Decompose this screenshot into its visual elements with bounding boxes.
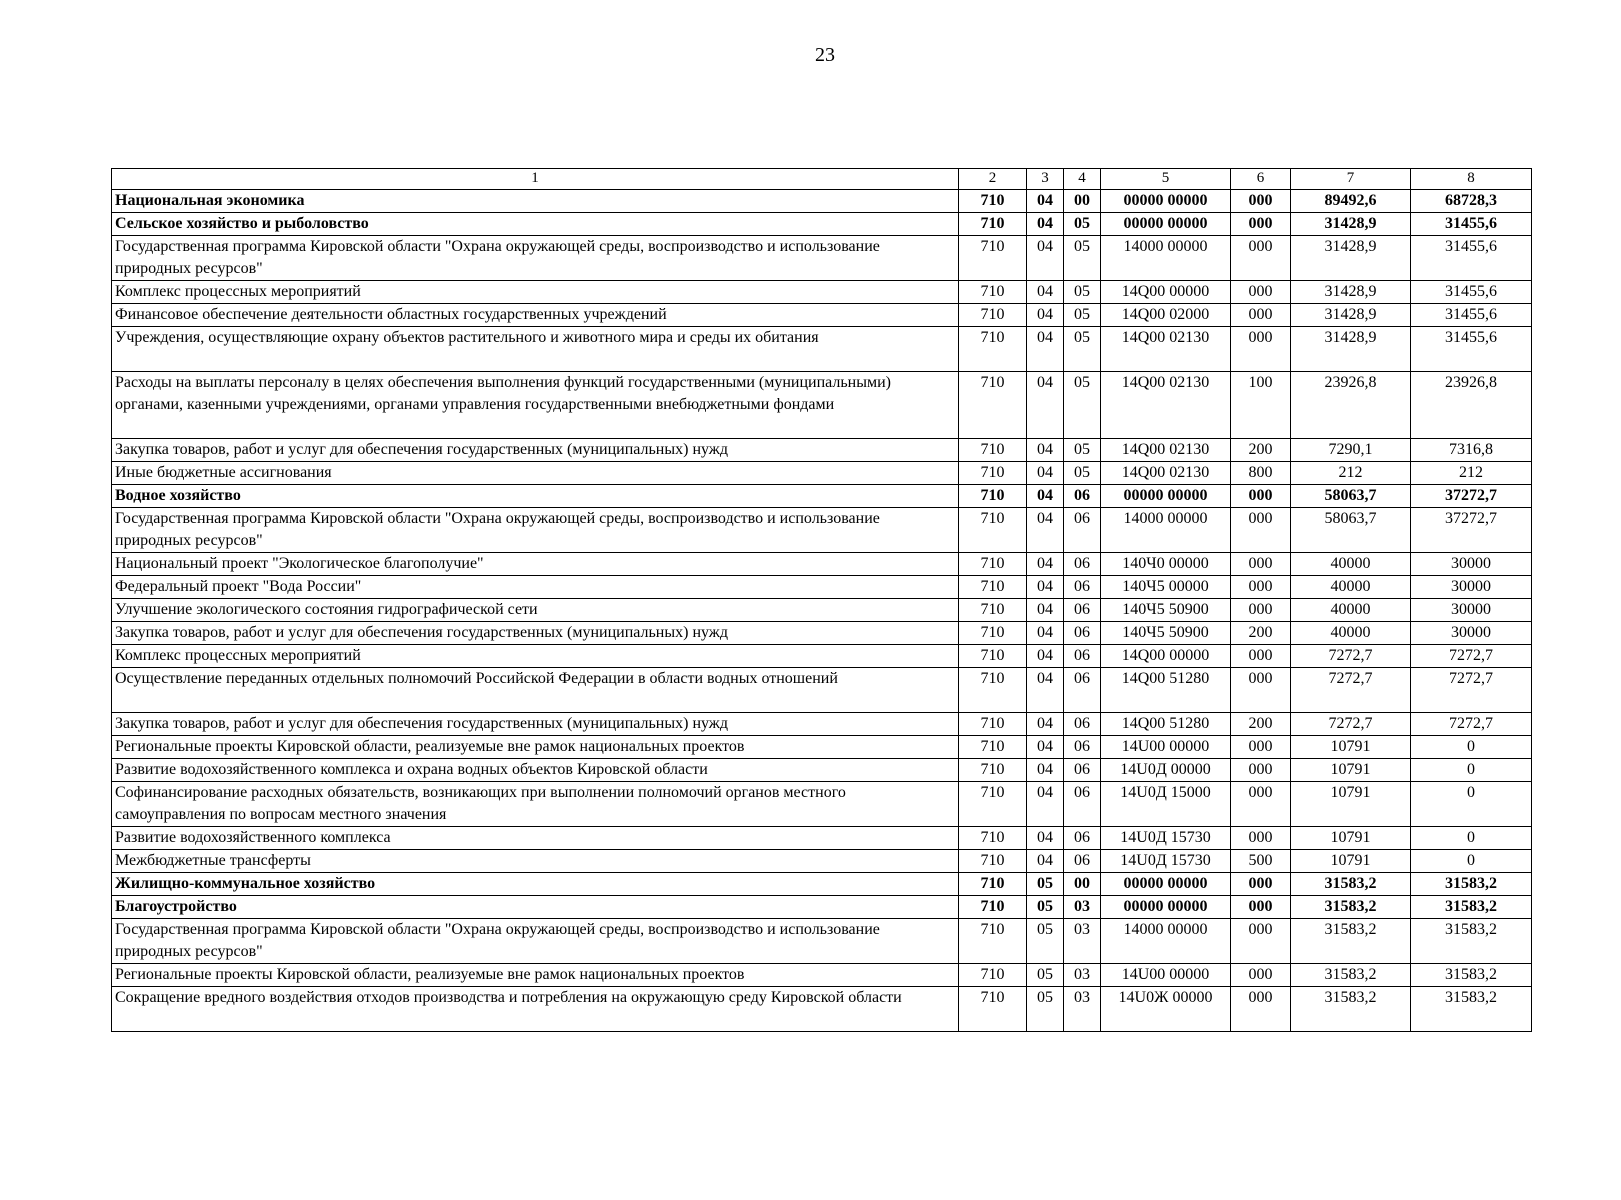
table-cell: 14000 00000 — [1101, 508, 1231, 553]
table-cell: 31455,6 — [1411, 327, 1532, 372]
table-cell-name: Региональные проекты Кировской области, реализуемые вне рамок национальных проектов — [112, 964, 959, 987]
table-cell: 58063,7 — [1291, 485, 1411, 508]
table-cell: 14U0Д 15730 — [1101, 827, 1231, 850]
table-cell: 00 — [1064, 873, 1101, 896]
column-header: 8 — [1411, 169, 1532, 190]
table-cell: 14Q00 02000 — [1101, 304, 1231, 327]
table-cell: 0 — [1411, 850, 1532, 873]
table-cell: 04 — [1027, 281, 1064, 304]
column-header: 1 — [112, 169, 959, 190]
table-cell: 58063,7 — [1291, 508, 1411, 553]
table-cell: 710 — [959, 622, 1027, 645]
table-cell: 00000 00000 — [1101, 485, 1231, 508]
header-row — [112, 169, 1532, 190]
table-row — [112, 759, 1532, 782]
table-cell: 710 — [959, 327, 1027, 372]
table-row — [112, 873, 1532, 896]
table-cell: 04 — [1027, 827, 1064, 850]
table-cell: 04 — [1027, 508, 1064, 553]
table-row — [112, 327, 1532, 372]
column-header: 3 — [1027, 169, 1064, 190]
table-cell: 14U0Ж 00000 — [1101, 987, 1231, 1032]
table-cell: 04 — [1027, 213, 1064, 236]
table-cell-name: Софинансирование расходных обязательств, возникающих при выполнении полномочий органов местного самоуправления по вопросам местного значения — [112, 782, 959, 827]
table-cell-name: Улучшение экологического состояния гидрографической сети — [112, 599, 959, 622]
table-cell: 05 — [1064, 327, 1101, 372]
table-row — [112, 599, 1532, 622]
table-cell: 710 — [959, 599, 1027, 622]
table-cell: 710 — [959, 304, 1027, 327]
table-cell: 710 — [959, 896, 1027, 919]
table-cell: 7272,7 — [1291, 645, 1411, 668]
table-cell: 06 — [1064, 508, 1101, 553]
table-cell: 000 — [1231, 919, 1291, 964]
table-cell: 140Ч5 00000 — [1101, 576, 1231, 599]
table-cell: 31455,6 — [1411, 281, 1532, 304]
table-cell: 710 — [959, 576, 1027, 599]
table-cell: 7272,7 — [1411, 645, 1532, 668]
table-cell-name: Водное хозяйство — [112, 485, 959, 508]
table-cell: 31428,9 — [1291, 213, 1411, 236]
table-cell: 7272,7 — [1411, 713, 1532, 736]
table-cell: 04 — [1027, 462, 1064, 485]
table-cell: 00 — [1064, 190, 1101, 213]
table-cell: 31583,2 — [1291, 896, 1411, 919]
table-cell: 31583,2 — [1291, 919, 1411, 964]
table-cell: 14000 00000 — [1101, 236, 1231, 281]
table-cell: 31428,9 — [1291, 236, 1411, 281]
table-cell: 0 — [1411, 736, 1532, 759]
table-cell: 000 — [1231, 759, 1291, 782]
table-cell: 14Q00 51280 — [1101, 668, 1231, 713]
table-cell: 05 — [1027, 873, 1064, 896]
table-cell: 200 — [1231, 439, 1291, 462]
table-cell: 30000 — [1411, 622, 1532, 645]
table-cell: 06 — [1064, 850, 1101, 873]
table-cell: 04 — [1027, 622, 1064, 645]
table-cell-name: Иные бюджетные ассигнования — [112, 462, 959, 485]
table-cell: 05 — [1027, 896, 1064, 919]
table-cell-name: Сокращение вредного воздействия отходов производства и потребления на окружающую среду Кировской области — [112, 987, 959, 1032]
table-cell: 04 — [1027, 304, 1064, 327]
table-cell: 140Ч0 00000 — [1101, 553, 1231, 576]
table-cell: 05 — [1027, 919, 1064, 964]
column-header: 5 — [1101, 169, 1231, 190]
table-cell: 7290,1 — [1291, 439, 1411, 462]
table-cell: 06 — [1064, 553, 1101, 576]
table-cell-name: Государственная программа Кировской области "Охрана окружающей среды, воспроизводство и использование природных ресурсов" — [112, 508, 959, 553]
table-cell: 31583,2 — [1291, 987, 1411, 1032]
table-cell: 40000 — [1291, 622, 1411, 645]
table-cell: 40000 — [1291, 599, 1411, 622]
table-cell-name: Осуществление переданных отдельных полномочий Российской Федерации в области водных отношений — [112, 668, 959, 713]
table-cell: 000 — [1231, 485, 1291, 508]
table-cell: 500 — [1231, 850, 1291, 873]
column-header: 7 — [1291, 169, 1411, 190]
table-cell: 000 — [1231, 827, 1291, 850]
table-cell: 000 — [1231, 304, 1291, 327]
table-cell: 000 — [1231, 508, 1291, 553]
table-cell-name: Закупка товаров, работ и услуг для обеспечения государственных (муниципальных) нужд — [112, 439, 959, 462]
table-cell: 0 — [1411, 827, 1532, 850]
table-cell-name: Закупка товаров, работ и услуг для обеспечения государственных (муниципальных) нужд — [112, 622, 959, 645]
table-cell: 06 — [1064, 713, 1101, 736]
table-cell: 10791 — [1291, 782, 1411, 827]
table-cell: 710 — [959, 213, 1027, 236]
table-cell: 710 — [959, 850, 1027, 873]
table-cell: 200 — [1231, 622, 1291, 645]
table-cell-name: Региональные проекты Кировской области, реализуемые вне рамок национальных проектов — [112, 736, 959, 759]
table-cell: 04 — [1027, 236, 1064, 281]
table-row — [112, 919, 1532, 964]
table-cell: 30000 — [1411, 599, 1532, 622]
table-cell: 710 — [959, 919, 1027, 964]
table-cell: 200 — [1231, 713, 1291, 736]
table-cell: 40000 — [1291, 553, 1411, 576]
table-cell-name: Национальный проект "Экологическое благополучие" — [112, 553, 959, 576]
table-cell: 7272,7 — [1291, 713, 1411, 736]
table-row — [112, 987, 1532, 1032]
table-cell: 05 — [1064, 281, 1101, 304]
table-cell: 06 — [1064, 736, 1101, 759]
table-cell: 10791 — [1291, 827, 1411, 850]
table-cell: 710 — [959, 964, 1027, 987]
table-cell: 710 — [959, 873, 1027, 896]
table-cell: 06 — [1064, 668, 1101, 713]
table-cell: 31455,6 — [1411, 236, 1532, 281]
table-cell: 000 — [1231, 873, 1291, 896]
table-cell: 05 — [1064, 236, 1101, 281]
table-cell: 31428,9 — [1291, 327, 1411, 372]
table-cell: 7272,7 — [1411, 668, 1532, 713]
table-cell-name: Сельское хозяйство и рыболовство — [112, 213, 959, 236]
table-row — [112, 281, 1532, 304]
table-cell: 000 — [1231, 668, 1291, 713]
table-cell: 05 — [1064, 462, 1101, 485]
table-cell: 710 — [959, 645, 1027, 668]
table-body — [112, 190, 1532, 1032]
table-cell: 04 — [1027, 599, 1064, 622]
table-cell: 710 — [959, 372, 1027, 439]
table-row — [112, 372, 1532, 439]
table-cell: 00000 00000 — [1101, 190, 1231, 213]
table-cell: 31583,2 — [1411, 919, 1532, 964]
table-row — [112, 736, 1532, 759]
table-cell: 04 — [1027, 327, 1064, 372]
table-cell: 05 — [1064, 213, 1101, 236]
table-cell: 31455,6 — [1411, 213, 1532, 236]
table-cell: 04 — [1027, 553, 1064, 576]
table-cell: 04 — [1027, 736, 1064, 759]
table-cell-name: Развитие водохозяйственного комплекса и охрана водных объектов Кировской области — [112, 759, 959, 782]
table-cell: 14U0Д 15000 — [1101, 782, 1231, 827]
table-row — [112, 964, 1532, 987]
table-cell: 37272,7 — [1411, 485, 1532, 508]
table-cell: 06 — [1064, 599, 1101, 622]
table-cell: 710 — [959, 553, 1027, 576]
table-cell: 710 — [959, 439, 1027, 462]
table-cell: 10791 — [1291, 850, 1411, 873]
table-cell: 03 — [1064, 964, 1101, 987]
table-cell-name: Учреждения, осуществляющие охрану объектов растительного и животного мира и среды их обитания — [112, 327, 959, 372]
table-cell: 10791 — [1291, 759, 1411, 782]
table-cell: 37272,7 — [1411, 508, 1532, 553]
table-cell: 04 — [1027, 439, 1064, 462]
table-cell: 000 — [1231, 236, 1291, 281]
column-header: 6 — [1231, 169, 1291, 190]
table-cell: 05 — [1064, 439, 1101, 462]
table-cell: 000 — [1231, 190, 1291, 213]
table-row — [112, 508, 1532, 553]
table-cell: 710 — [959, 508, 1027, 553]
table-cell-name: Государственная программа Кировской области "Охрана окружающей среды, воспроизводство и использование природных ресурсов" — [112, 919, 959, 964]
table-cell: 7316,8 — [1411, 439, 1532, 462]
table-cell: 800 — [1231, 462, 1291, 485]
table-cell: 04 — [1027, 645, 1064, 668]
table-cell: 000 — [1231, 327, 1291, 372]
table-cell: 14U0Д 15730 — [1101, 850, 1231, 873]
table-cell: 04 — [1027, 485, 1064, 508]
table-cell: 14Q00 02130 — [1101, 327, 1231, 372]
table-cell: 000 — [1231, 987, 1291, 1032]
table-cell: 31428,9 — [1291, 304, 1411, 327]
table-row — [112, 896, 1532, 919]
table-cell: 31583,2 — [1411, 964, 1532, 987]
table-row — [112, 782, 1532, 827]
table-cell: 14U00 00000 — [1101, 964, 1231, 987]
table-cell: 05 — [1027, 987, 1064, 1032]
column-header: 4 — [1064, 169, 1101, 190]
table-cell: 212 — [1291, 462, 1411, 485]
table-cell: 00000 00000 — [1101, 896, 1231, 919]
table-cell: 31583,2 — [1411, 987, 1532, 1032]
table-cell: 04 — [1027, 190, 1064, 213]
table-row — [112, 304, 1532, 327]
table-cell-name: Федеральный проект "Вода России" — [112, 576, 959, 599]
table-cell: 14Q00 00000 — [1101, 645, 1231, 668]
table-cell: 14Q00 00000 — [1101, 281, 1231, 304]
table-cell: 30000 — [1411, 553, 1532, 576]
table-cell: 14U00 00000 — [1101, 736, 1231, 759]
table-cell: 04 — [1027, 850, 1064, 873]
table-row — [112, 190, 1532, 213]
table-cell: 31455,6 — [1411, 304, 1532, 327]
table-row — [112, 213, 1532, 236]
table-cell: 100 — [1231, 372, 1291, 439]
table-cell: 710 — [959, 759, 1027, 782]
table-cell: 710 — [959, 462, 1027, 485]
table-cell-name: Развитие водохозяйственного комплекса — [112, 827, 959, 850]
table-cell: 31428,9 — [1291, 281, 1411, 304]
table-cell-name: Жилищно-коммунальное хозяйство — [112, 873, 959, 896]
table-row — [112, 439, 1532, 462]
table-cell: 04 — [1027, 668, 1064, 713]
table-cell-name: Финансовое обеспечение деятельности областных государственных учреждений — [112, 304, 959, 327]
table-cell: 710 — [959, 485, 1027, 508]
table-cell: 31583,2 — [1411, 873, 1532, 896]
table-cell: 68728,3 — [1411, 190, 1532, 213]
table-cell: 06 — [1064, 576, 1101, 599]
table-cell: 03 — [1064, 987, 1101, 1032]
table-cell: 00000 00000 — [1101, 213, 1231, 236]
table-cell: 05 — [1064, 372, 1101, 439]
table-cell: 06 — [1064, 782, 1101, 827]
table-cell: 14Q00 02130 — [1101, 439, 1231, 462]
column-header: 2 — [959, 169, 1027, 190]
table-cell: 710 — [959, 713, 1027, 736]
table-cell: 710 — [959, 236, 1027, 281]
table-cell: 06 — [1064, 622, 1101, 645]
table-cell: 14Q00 02130 — [1101, 372, 1231, 439]
table-cell: 23926,8 — [1291, 372, 1411, 439]
table-cell: 140Ч5 50900 — [1101, 599, 1231, 622]
table-cell: 140Ч5 50900 — [1101, 622, 1231, 645]
table-cell: 04 — [1027, 576, 1064, 599]
table-cell: 03 — [1064, 919, 1101, 964]
table-row — [112, 668, 1532, 713]
table-row — [112, 645, 1532, 668]
table-cell: 23926,8 — [1411, 372, 1532, 439]
page-number: 23 — [815, 44, 835, 66]
table-cell: 40000 — [1291, 576, 1411, 599]
table-cell: 05 — [1027, 964, 1064, 987]
table-cell-name: Государственная программа Кировской области "Охрана окружающей среды, воспроизводство и использование природных ресурсов" — [112, 236, 959, 281]
table-cell-name: Расходы на выплаты персоналу в целях обеспечения выполнения функций государственными (муниципальными) органами, казенными учреждениями, органами управления государственными внебюджетными фондами — [112, 372, 959, 439]
table-cell: 0 — [1411, 759, 1532, 782]
table-cell: 0 — [1411, 782, 1532, 827]
table-row — [112, 553, 1532, 576]
table-row — [112, 713, 1532, 736]
table-cell: 30000 — [1411, 576, 1532, 599]
table-cell-name: Комплекс процессных мероприятий — [112, 645, 959, 668]
table-cell: 710 — [959, 987, 1027, 1032]
table-cell: 14Q00 02130 — [1101, 462, 1231, 485]
table-row — [112, 485, 1532, 508]
table-cell: 710 — [959, 782, 1027, 827]
table-cell-name: Национальная экономика — [112, 190, 959, 213]
table-cell: 000 — [1231, 213, 1291, 236]
table-cell-name: Благоустройство — [112, 896, 959, 919]
table-cell: 04 — [1027, 713, 1064, 736]
table-row — [112, 236, 1532, 281]
table-cell: 000 — [1231, 782, 1291, 827]
table-cell: 000 — [1231, 736, 1291, 759]
table-row — [112, 462, 1532, 485]
table-cell: 14U0Д 00000 — [1101, 759, 1231, 782]
table-cell: 000 — [1231, 576, 1291, 599]
budget-table — [111, 168, 1532, 1032]
table-cell: 04 — [1027, 372, 1064, 439]
table-row — [112, 827, 1532, 850]
table-cell: 710 — [959, 668, 1027, 713]
table-cell: 000 — [1231, 553, 1291, 576]
table-cell: 00000 00000 — [1101, 873, 1231, 896]
table-cell: 31583,2 — [1291, 964, 1411, 987]
table-cell: 10791 — [1291, 736, 1411, 759]
table-cell: 000 — [1231, 281, 1291, 304]
table-cell: 06 — [1064, 827, 1101, 850]
table-row — [112, 622, 1532, 645]
table-cell: 06 — [1064, 645, 1101, 668]
table-cell: 000 — [1231, 645, 1291, 668]
table-row — [112, 850, 1532, 873]
table-cell: 14Q00 51280 — [1101, 713, 1231, 736]
table-cell: 14000 00000 — [1101, 919, 1231, 964]
table-cell: 000 — [1231, 964, 1291, 987]
table-cell: 7272,7 — [1291, 668, 1411, 713]
table-cell: 000 — [1231, 896, 1291, 919]
table-cell: 31583,2 — [1411, 896, 1532, 919]
table-cell-name: Комплекс процессных мероприятий — [112, 281, 959, 304]
table-cell: 710 — [959, 736, 1027, 759]
table-cell: 31583,2 — [1291, 873, 1411, 896]
table-cell: 710 — [959, 190, 1027, 213]
table-cell: 06 — [1064, 485, 1101, 508]
table-cell: 710 — [959, 281, 1027, 304]
table-cell-name: Межбюджетные трансферты — [112, 850, 959, 873]
table-cell: 212 — [1411, 462, 1532, 485]
table-cell: 05 — [1064, 304, 1101, 327]
table-cell: 710 — [959, 827, 1027, 850]
table-cell: 89492,6 — [1291, 190, 1411, 213]
table-row — [112, 576, 1532, 599]
table-cell: 06 — [1064, 759, 1101, 782]
table-cell: 04 — [1027, 759, 1064, 782]
table-cell: 03 — [1064, 896, 1101, 919]
table-cell: 000 — [1231, 599, 1291, 622]
table-cell: 04 — [1027, 782, 1064, 827]
table-cell-name: Закупка товаров, работ и услуг для обеспечения государственных (муниципальных) нужд — [112, 713, 959, 736]
